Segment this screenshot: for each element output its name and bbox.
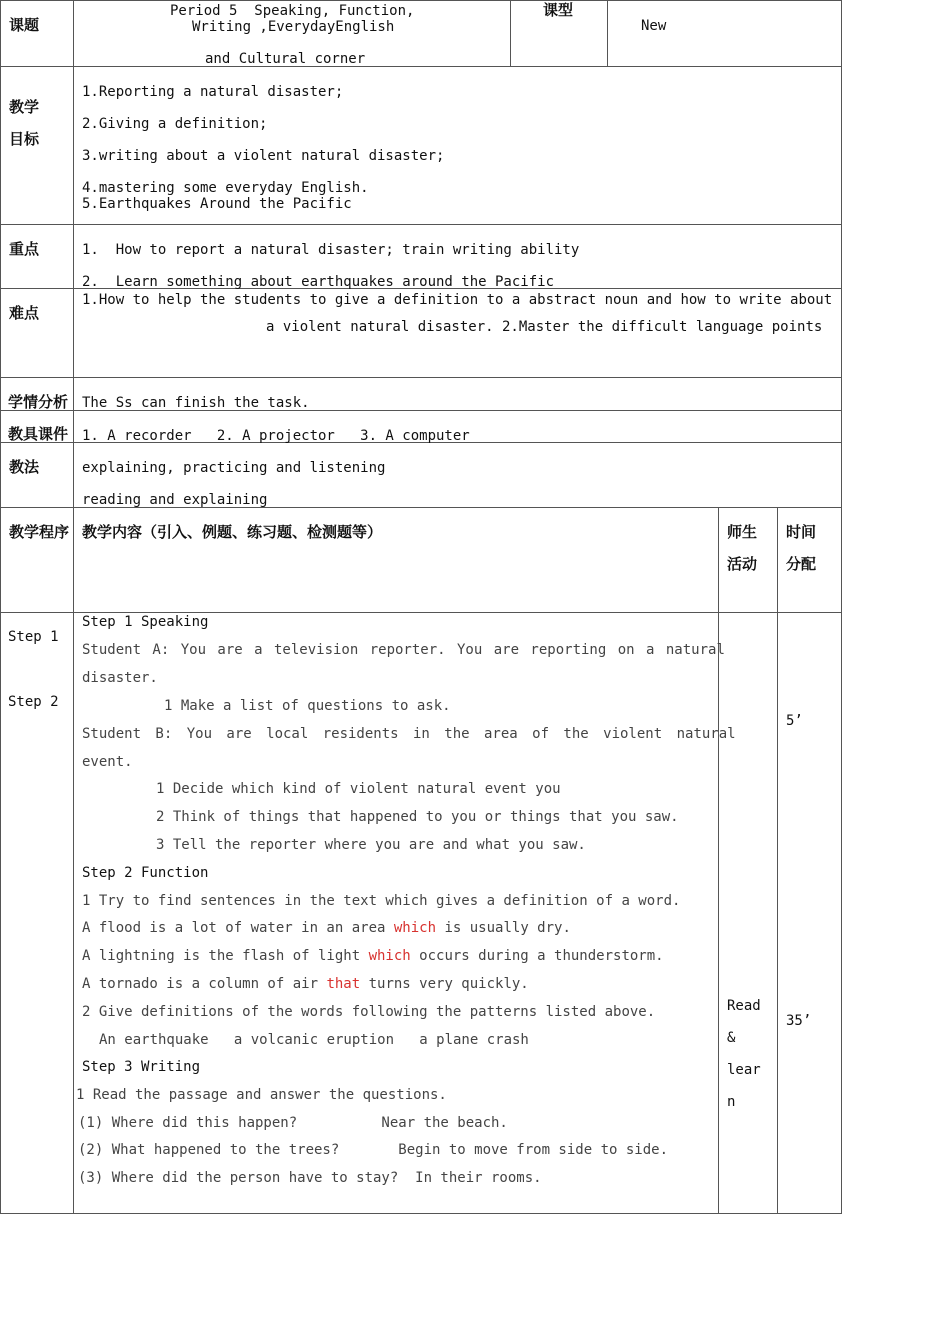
lesson-title-line-3: and Cultural corner — [205, 51, 366, 67]
methods-label: 教法 — [9, 458, 40, 476]
student-b-task: 2 Think of things that happened to you or things that you saw. — [156, 809, 679, 825]
student-b-line-2: event. — [82, 754, 133, 770]
table-border-left — [0, 0, 1, 1214]
timing-column-header: 分配 — [786, 555, 817, 573]
key-point-item: 2. Learn something about earthquakes around the Pacific — [82, 274, 555, 290]
timing-column-divider — [777, 507, 778, 1214]
function-words: An earthquake a volcanic eruption a plane crash — [99, 1032, 529, 1048]
analysis-text: The Ss can finish the task. — [82, 395, 310, 411]
header-divider-type-value — [607, 0, 608, 67]
lesson-title-line-1: Period 5 Speaking, Function, — [170, 3, 415, 19]
step1-title: Step 1 Speaking — [82, 614, 209, 630]
row-divider — [0, 66, 842, 67]
time-allocation: 35’ — [786, 1013, 812, 1029]
student-a-task: 1 Make a list of questions to ask. — [164, 698, 451, 714]
function-task-2: 2 Give definitions of the words following the patterns listed above. — [82, 1004, 656, 1020]
activity-text: Read — [727, 998, 761, 1014]
step-label: Step 1 — [8, 629, 59, 645]
step2-title: Step 2 Function — [82, 865, 209, 881]
tools-text: 1. A recorder 2. A projector 3. A computer — [82, 428, 470, 444]
difficulties-text-line-2: a violent natural disaster. 2.Master the difficult language points — [266, 319, 823, 335]
student-b-task: 1 Decide which kind of violent natural event you — [156, 781, 561, 797]
objective-item: 4.mastering some everyday English. — [82, 180, 369, 196]
lesson-type-value: New — [641, 18, 667, 34]
difficulties-label: 难点 — [9, 304, 40, 322]
objective-item: 1.Reporting a natural disaster; — [82, 84, 344, 100]
activity-text: n — [727, 1094, 736, 1110]
time-allocation: 5’ — [786, 713, 803, 729]
step3-title: Step 3 Writing — [82, 1059, 201, 1075]
procedure-column-header: 教学程序 — [9, 523, 70, 541]
table-border-right — [841, 0, 842, 1214]
definition-example: A flood is a lot of water in an area which is usually dry. — [82, 920, 571, 936]
key-point-item: 1. How to report a natural disaster; train writing ability — [82, 242, 580, 258]
timing-column-header: 时间 — [786, 523, 817, 541]
methods-text-line-2: reading and explaining — [82, 492, 268, 508]
student-b-task: 3 Tell the reporter where you are and what you saw. — [156, 837, 586, 853]
methods-text-line-1: explaining, practicing and listening — [82, 460, 386, 476]
lesson-type-label: 课型 — [543, 1, 574, 19]
analysis-label: 学情分析 — [8, 393, 69, 411]
writing-task-1: 1 Read the passage and answer the questions. — [76, 1087, 447, 1103]
function-task-1: 1 Try to find sentences in the text which gives a definition of a word. — [82, 893, 681, 909]
key-points-label: 重点 — [9, 240, 40, 258]
question-answer: (1) Where did this happen? Near the beach. — [78, 1115, 508, 1131]
topic-label: 课题 — [9, 16, 40, 34]
objectives-label: 目标 — [9, 130, 40, 148]
objective-item: 5.Earthquakes Around the Pacific — [82, 196, 352, 212]
difficulties-text-line-1: 1.How to help the students to give a definition to a abstract noun and how to write about — [82, 292, 833, 308]
definition-example: A tornado is a column of air that turns very quickly. — [82, 976, 529, 992]
table-border-top — [0, 0, 842, 1]
tools-label: 教具课件 — [8, 425, 69, 443]
student-a-line-1: Student A: You are a television reporter. You are reporting on a natural — [82, 642, 725, 658]
activity-column-header: 师生 — [727, 523, 758, 541]
student-b-line-1: Student B: You are local residents in the area of the violent natural — [82, 726, 736, 742]
content-column-header: 教学内容（引入、例题、练习题、检测题等） — [82, 523, 383, 541]
header-divider-type-label — [510, 0, 511, 67]
activity-column-divider — [718, 507, 719, 1214]
student-a-line-2: disaster. — [82, 670, 158, 686]
table-border-bottom — [0, 1213, 842, 1214]
lesson-title-line-2: Writing ,EverydayEnglish — [192, 19, 395, 35]
objective-item: 2.Giving a definition; — [82, 116, 268, 132]
activity-column-header: 活动 — [727, 555, 758, 573]
row-divider — [0, 224, 842, 225]
activity-text: lear — [727, 1062, 761, 1078]
activity-text: & — [727, 1030, 736, 1046]
objectives-label: 教学 — [9, 98, 40, 116]
objective-item: 3.writing about a violent natural disaster; — [82, 148, 445, 164]
question-answer: (2) What happened to the trees? Begin to move from side to side. — [78, 1142, 669, 1158]
definition-example: A lightning is the flash of light which occurs during a thunderstorm. — [82, 948, 664, 964]
row-divider — [0, 377, 842, 378]
label-column-divider — [73, 0, 74, 1214]
step-label: Step 2 — [8, 694, 59, 710]
question-answer: (3) Where did the person have to stay? In their rooms. — [78, 1170, 542, 1186]
